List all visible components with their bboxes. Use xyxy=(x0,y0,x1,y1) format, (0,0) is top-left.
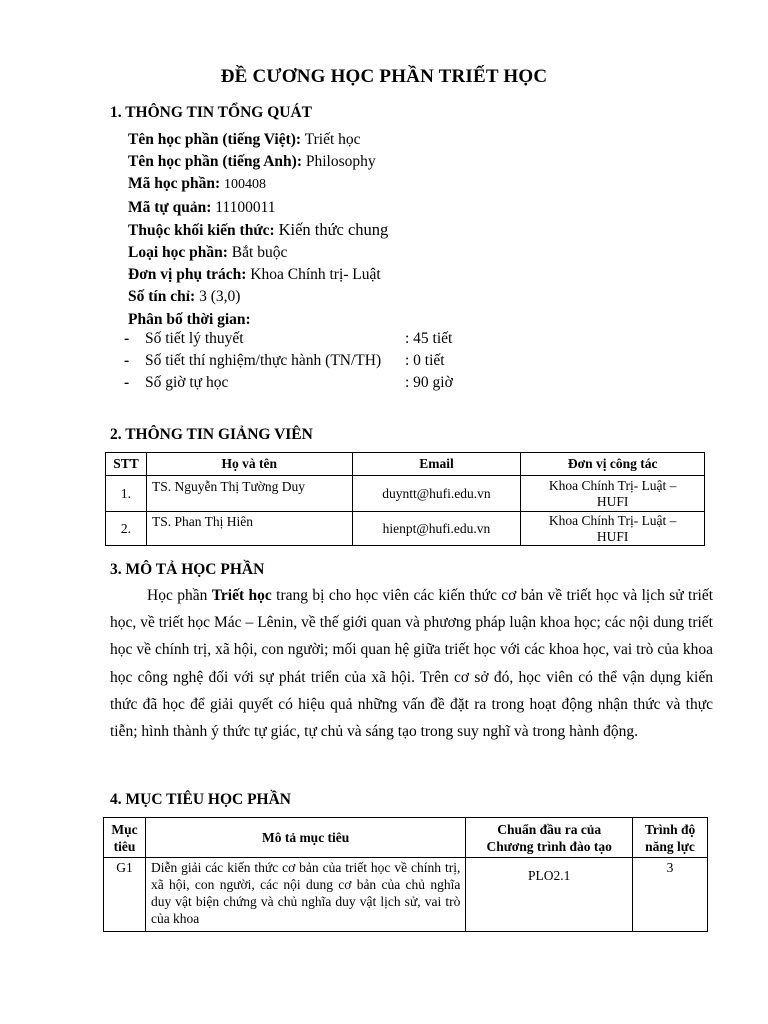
table-row xyxy=(104,858,708,932)
info-knowledge-block xyxy=(128,219,388,242)
info-label: Phân bố thời gian: xyxy=(128,310,251,328)
header-line: tiêu xyxy=(113,838,136,854)
section-3-heading: 3. MÔ TẢ HỌC PHẦN xyxy=(110,561,265,578)
info-label: Tên học phần (tiếng Anh): xyxy=(128,153,302,171)
header-line: Trình độ xyxy=(644,821,696,837)
table-row xyxy=(106,512,705,546)
info-label: Thuộc khối kiến thức: xyxy=(128,221,275,239)
info-label: Tên học phần (tiếng Việt): xyxy=(128,131,302,148)
bullet: - xyxy=(124,330,130,347)
cell-email: duyntt@hufi.edu.vn xyxy=(352,476,521,512)
unit-line: Khoa Chính Trị- Luật – xyxy=(548,512,677,528)
info-value: Triết học xyxy=(304,131,361,148)
cell-plo: PLO2.1 xyxy=(466,858,633,932)
objectives-table xyxy=(103,817,708,932)
info-value: Khoa Chính trị- Luật xyxy=(250,266,381,284)
cell-unit xyxy=(521,512,705,546)
info-value: Philosophy xyxy=(305,153,376,171)
table-row xyxy=(106,476,705,512)
info-internal-code xyxy=(128,197,388,219)
info-value: 100408 xyxy=(224,177,267,193)
header-line: năng lực xyxy=(645,838,695,854)
table-header-row xyxy=(104,818,708,858)
cell-stt: 2. xyxy=(106,512,147,546)
column-header: Họ và tên xyxy=(146,453,352,476)
info-course-type xyxy=(128,242,388,264)
bullet: - xyxy=(124,374,130,392)
cell-name: TS. Phan Thị Hiên xyxy=(146,512,352,546)
info-credits xyxy=(128,286,388,308)
info-label: Đơn vị phụ trách: xyxy=(128,266,247,284)
bullet: - xyxy=(124,352,130,370)
info-value: 3 (3,0) xyxy=(199,288,241,306)
description-bold-term: Triết học xyxy=(211,587,272,604)
section-4-heading: 4. MỤC TIÊU HỌC PHẦN xyxy=(110,791,291,808)
section-2-heading: 2. THÔNG TIN GIẢNG VIÊN xyxy=(110,426,313,443)
course-description xyxy=(110,582,713,745)
info-value: Kiến thức chung xyxy=(278,219,389,239)
cell-objective-desc xyxy=(145,858,465,932)
section-1-heading: 1. THÔNG TIN TỔNG QUÁT xyxy=(110,104,312,121)
objective-desc-text: Diễn giải các kiến thức cơ bản của triết học về chính trị, xã hội, con người, các nội dung cơ bản của chủ nghĩa duy vật biện chứng và chủ nghĩa duy vật lịch sử, vai trò của khoa xyxy=(150,860,461,926)
info-course-code xyxy=(128,173,388,196)
info-value: 11100011 xyxy=(215,198,276,216)
table-header-row xyxy=(106,453,705,476)
cell-objective-id: G1 xyxy=(104,858,146,932)
header-line: Mục xyxy=(111,821,138,837)
cell-email: hienpt@hufi.edu.vn xyxy=(352,512,521,546)
column-header: Mô tả mục tiêu xyxy=(145,818,465,858)
document-title: ĐỀ CƯƠNG HỌC PHẦN TRIẾT HỌC xyxy=(220,66,548,87)
column-header: Email xyxy=(352,453,521,476)
allocation-value: : 90 giờ xyxy=(405,374,453,392)
allocation-value: : 0 tiết xyxy=(405,352,445,370)
column-header xyxy=(104,818,146,858)
description-intro: Học phần xyxy=(147,587,212,604)
info-department xyxy=(128,264,388,286)
allocation-label: Số giờ tự học xyxy=(145,374,229,392)
info-label: Mã tự quản: xyxy=(128,198,212,216)
lecturer-table xyxy=(105,452,705,546)
allocation-value: : 45 tiết xyxy=(405,330,453,347)
column-header: Đơn vị công tác xyxy=(521,453,705,476)
description-text: trang bị cho học viên các kiến thức cơ bản về triết học và lịch sử triết học, về triết học Mác – Lênin, về thế giới quan và phương pháp luận khoa học; các nội dung triết học về chính trị, xã hội, con người; mối quan hệ giữa triết học với các khoa học, vai trò của khoa học công nghệ đối với sự phát triển của xã hội. Trên cơ sở đó, học viên có thể vận dụng kiến thức đã học để giải quyết có hiệu quả những vấn đề đặt ra trong hoạt động nhận thức và thực tiễn; hình thành ý thức tự giác, tự chủ và sáng tạo trong suy nghĩ và trong hành động. xyxy=(110,587,714,741)
info-label: Loại học phần: xyxy=(128,244,228,262)
column-header xyxy=(633,818,708,858)
header-line: Chương trình đào tạo xyxy=(486,838,612,854)
info-value: Bắt buộc xyxy=(231,244,288,262)
column-header xyxy=(466,818,633,858)
allocation-label: Số tiết thí nghiệm/thực hành (TN/TH) xyxy=(145,352,382,370)
cell-unit xyxy=(521,476,705,512)
cell-name: TS. Nguyễn Thị Tường Duy xyxy=(146,476,352,512)
cell-stt: 1. xyxy=(106,476,147,512)
cell-level: 3 xyxy=(633,858,708,932)
info-label: Mã học phần: xyxy=(128,175,221,193)
allocation-label: Số tiết lý thuyết xyxy=(145,330,244,347)
unit-line: Khoa Chính Trị- Luật – xyxy=(548,477,677,493)
info-course-name-vi xyxy=(128,129,388,151)
unit-line: HUFI xyxy=(596,528,629,544)
info-label: Số tín chỉ: xyxy=(128,288,196,306)
unit-line: HUFI xyxy=(596,493,629,509)
general-info xyxy=(128,129,388,331)
header-line: Chuẩn đầu ra của xyxy=(497,821,602,837)
info-course-name-en xyxy=(128,151,388,173)
column-header: STT xyxy=(106,453,147,476)
